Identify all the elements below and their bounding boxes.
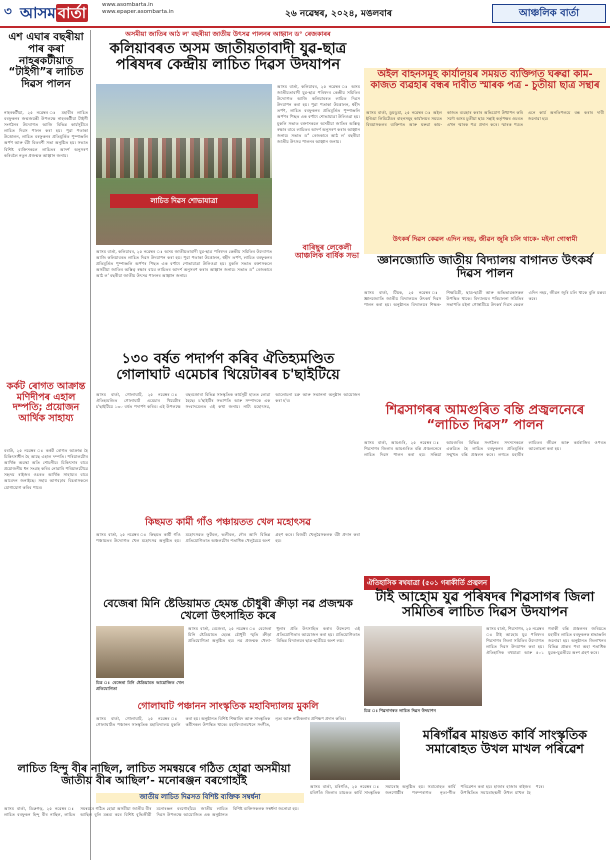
left-headline[interactable]: এশ এঘাৰ বছৰীয়া পাৰ কৰা নাহৰকটীয়াত “টাইগী”ৰ লাচিত দিৱস পালন [8, 31, 84, 90]
stadium-caption: চিত্ৰ ঃ বেজেৰা মিনি ষ্টেডিয়ামত আয়োজিত খেল প্ৰতিযোগিতা [96, 680, 184, 692]
college-headline[interactable]: গোলাঘাট পঞ্চানন সাংস্কৃতিক মহাবিদ্যালয় মুকলি [137, 701, 319, 712]
vidyalaya-headline[interactable]: জ্ঞানজ্যোতি জাতীয় বিদ্যালয় বাগানত উৎকৰ্ষ দিৱস পালন [377, 253, 593, 281]
barjhar-headline[interactable]: বাৰিছুৰ লেকেলী আঞ্চলিক বাৰ্ষিক সভা [294, 243, 360, 261]
main-photo[interactable] [96, 84, 272, 245]
tai-ahom-text: আসম বাৰ্তা, শিৱসাগৰ, ২৫ নৱেম্বৰ ঃ টাই আহোম যুৱ পৰিষদৰ শিৱসাগৰ জিলা সমিতিৰ উদ্যোগত লাচিত দিৱস উদযাপন কৰা হয়। ঐতিহাসিক ৰথযাত্ৰা আৰু ৫০১ গৰাকী বন্তি প্ৰজ্বলনৰ জৰিয়তে মহাবীৰ লাচিত বৰফুকনক শ্ৰদ্ধাঞ্জলি জনোৱা হয়। অনুষ্ঠানত জিলাখনৰ বিভিন্ন প্ৰান্তৰ পৰা অহা শতাধিক যুৱক-যুৱতীয়ে অংশ গ্ৰহণ কৰে। [486, 626, 606, 656]
khel-text: আসম বাৰ্তা, ২৫ নৱেম্বৰ ঃ কিছমত কাৰ্মী গাঁও পঞ্চায়তৰ উদ্যোগত খেল মহোৎসৱ অনুষ্ঠিত হয়। মহোৎসৱত ফুটবল, ভলীবল, দৌৰ আদি বিভিন্ন প্ৰতিযোগিতাত অঞ্চলটোৰ শতাধিক খেলুৱৈয়ে অংশ গ্ৰহণ কৰে। বিজয়ী খেলুৱৈসকলক বঁটা প্ৰদান কৰা হয়। [96, 532, 360, 544]
vidyalaya-text: আসম বাৰ্তা, টিয়ক, ২৫ নৱেম্বৰ ঃ জ্ঞানজ্যোতি জাতীয় বিদ্যালয়ত উৎকৰ্ষ দিৱস পালন কৰা হয়। অনুষ্ঠানত বিদ্যালয়ৰ শিক্ষক-শিক্ষয়িত্ৰী, ছাত্ৰ-ছাত্ৰী আৰু অভিভাৱকসকল উপস্থিত থাকে। বিদ্যালয়ৰ পৰিচালনা সমিতিৰ সভাপতি মইনা গোস্বামীয়ে উৎকৰ্ষ দিৱস কেৱল এদিন নহয়, জীৱন জুৰি চলি থাকে বুলি মন্তব্য কৰে। [364, 290, 606, 308]
college-text: আসম বাৰ্তা, গোলাঘাট, ২৫ নৱেম্বৰ ঃ গোলাঘাটত পঞ্চানন সাংস্কৃতিক মহাবিদ্যালয় মুকলি কৰা হয়। অনুষ্ঠানত বিশিষ্ট শিক্ষাবিদ আৰু সাংস্কৃতিক কৰ্মীসকল উপস্থিত থাকে। মহাবিদ্যালয়খনে সংগীত, নৃত্য আৰু নাট্যকলাৰ প্ৰশিক্ষণ প্ৰদান কৰিব। [96, 716, 346, 728]
newspaper-logo[interactable] [20, 2, 88, 27]
column-rule [90, 30, 91, 860]
issue-date: ২৬ নৱেম্বৰ, ২০২৪, মঙলবাৰ [285, 9, 392, 19]
tai-ahom-kicker: ঐতিহাসিক ৰথযাত্ৰা (৫০১ গৰাকীৰ্তি প্ৰজ্বলন [364, 576, 490, 590]
morigaon-text: আসম বাৰ্তা, মৰিগাঁও, ২৫ নৱেম্বৰ ঃ মৰিগাঁও জিলাৰ মায়ঙত কাৰ্বি সাংস্কৃতিক সমাৰোহ অনুষ্ঠিত হয়। সমাৰোহত কাৰ্বি জনগোষ্ঠীৰ পৰম্পৰাগত নৃত্য-গীত পৰিৱেশন কৰা হয়। হাজাৰ হাজাৰ ৰাইজৰ উপস্থিতিত সমাৰোহস্থলী উখল মাখল হৈ পৰে। [310, 784, 545, 796]
main-headline[interactable]: কলিয়াবৰত অসম জাতীয়তাবাদী যুৱ-ছাত্ৰ পৰিষদৰ কেন্দ্ৰীয় লাচিত দিৱস উদযাপন [109, 41, 347, 74]
stadium-photo[interactable] [96, 626, 184, 678]
website-lines [102, 2, 174, 16]
oil-text: আসম বাৰ্তা, ডুমডুমা, ২৫ নৱেম্বৰ ঃ অইল ইণ্ডিয়া লিমিটেডৰ বাহনসমূহ কাৰ্যালয়ৰ সময়ত বিষয়াসকলৰ ব্যক্তিগত আৰু ঘৰুৱা কাম-কাজত ব্যৱহাৰ কৰাৰ অভিযোগ উত্থাপন কৰি সদৌ অসম চুতীয়া ছাত্ৰ সন্থাই কৰ্তৃপক্ষৰ ওচৰত এখন স্মাৰক পত্ৰ প্ৰদান কৰে। স্মাৰক পত্ৰত এনে কাৰ্য অনতিপলমে বন্ধ কৰাৰ দাবী জনোৱা হয়। [366, 110, 604, 128]
golaghat-text: আসম বাৰ্তা, গোলাঘাট, ২৫ নৱেম্বৰ ঃ ঐতিহ্যমণ্ডিত গোলাঘাট এমেচাৰ থিয়েটাৰ চ'ছাইটিয়ে ১৩০ বৰ্ষত পদাৰ্পণ কৰিব। এই উপলক্ষে বছৰজোৰা বিভিন্ন সাংস্কৃতিক কাৰ্যসূচী হাতত লোৱা হৈছে। চ'ছাইটিৰ সভাপতি আৰু সম্পাদকে এক সংবাদমেলত এই কথা জনায়। নাট্য মহোৎসৱ, আলোচনা চক্ৰ আৰু সন্মাননা অনুষ্ঠান আয়োজন কৰা হ'ব। [96, 392, 360, 410]
lachit-hindu-text: আসম বাৰ্তা, ডিব্ৰুগড়, ২৫ নৱেম্বৰ ঃ লাচিত বৰফুকন হিন্দু বীৰ নাছিল, লাচিত সমন্বয়ৰে গঠিত হোৱা অসমীয়া জাতীয় বীৰ আছিল বুলি মন্তব্য কৰে বিশিষ্ট বুদ্ধিজীৱী মনোৰঞ্জন বৰগোহাঁয়ে। জাতীয় লাচিত দিৱস উপলক্ষে আয়োজিত এক অনুষ্ঠানত বিশিষ্ট ব্যক্তিসকলক সম্বৰ্ধনা জনোৱা হয়। [4, 806, 299, 818]
main-story-text: আসম বাৰ্তা, কলিয়াবৰ, ২৫ নৱেম্বৰ ঃ অসম জাতীয়তাবাদী যুৱ-ছাত্ৰ পৰিষদৰ কেন্দ্ৰীয় সমিতিৰ উদ্যোগত আজি কলিয়াবৰত লাচিত দিৱস উদযাপন কৰা হয়। পুৱা পতাকা উত্তোলন, শ্বহীদ তৰ্পণ, লাচিত বৰফুকনৰ প্ৰতিমূৰ্তিত পুষ্পাঞ্জলি অৰ্পণৰ পিছত এক বৰ্ণাঢ্য শোভাযাত্ৰা উলিওৱা হয়। মুকলি সভাত বক্তাসকলে অসমীয়া জাতিৰ অস্তিত্ব ৰক্ষাৰ বাবে লাচিতৰ আদৰ্শ অনুসৰণ কৰাৰ আহ্বান জনায়। সভাত ড° ৰেজকাৰে আঠ ল' বছৰীয়া জাতীয় উৎসৱ পালনৰ আহ্বান জনায়। [96, 249, 272, 279]
lachit-hindu-kicker: জাতীয় লাচিত দিৱসত বিশিষ্ট ব্যক্তিক সম্বৰ্ধনা [96, 793, 304, 803]
epaper-url[interactable]: www.epaper.asombarta.in [102, 9, 174, 15]
lachit-hindu-headline[interactable]: লাচিত হিন্দু বীৰ নাছিল, লাচিত সমন্বয়ৰে গঠিত হোৱা অসমীয়া জাতীয় বীৰ আছিল’- মনোৰঞ্জন বৰগোহাঁই [17, 762, 291, 788]
procession-banner: লাচিত দিৱস শোভাযাত্ৰা [110, 194, 258, 208]
tai-ahom-photo[interactable] [364, 626, 482, 706]
left-side-text: বৰাউ, ২৫ নৱেম্বৰ ঃ কৰ্কট ৰোগত আক্ৰান্ত হৈ চিকিৎসাধীন হৈ আছে এহাল দম্পতি। পৰিয়ালটোৰ আৰ্থিক অৱস্থা অতি শোচনীয়। চিকিৎসাৰ বাবে প্ৰয়োজনীয় ধন সংগ্ৰহ কৰিব নোৱাৰি পৰিয়ালটোৱে সহৃদয় ৰাইজৰ ওচৰত আৰ্থিক সাহায্যৰ বাবে আবেদন জনাইছে। সহায় আগবঢ়াব বিচৰাসকলে যোগাযোগ কৰিব পাৰে। [4, 448, 88, 490]
tai-ahom-caption: চিত্ৰ ঃ শিৱসাগৰত লাচিত দিৱস উদযাপন [364, 708, 437, 713]
left-side-headline[interactable]: কৰ্কট ৰোগত আক্ৰান্ত মণিদীপৰ এহাল দম্পতি; প্ৰয়োজন আৰ্থিক সাহায্য [6, 381, 86, 424]
stadium-text: আসম বাৰ্তা, বেজেৰা, ২৫ নৱেম্বৰ ঃ বেজেৰা মিনি ষ্টেডিয়ামত হেমন্ত চৌধুৰী স্মৃতি ক্ৰীড়া প্ৰতিযোগিতা অনুষ্ঠিত হয়। নৱ প্ৰজন্মক খেলা-ধূলাৰ প্ৰতি উৎসাহিত কৰাৰ উদ্দেশ্যে এই প্ৰতিযোগিতাৰ আয়োজন কৰা হয়। প্ৰতিযোগিতাত বিভিন্ন বিদ্যালয়ৰ ছাত্ৰ-ছাত্ৰীয়ে অংশ লয়। [188, 626, 360, 644]
stadium-headline[interactable]: বেজেৰা মিনি ষ্টেডিয়ামত হেমন্ত চৌধুৰী ক্ৰীড়া নৱ প্ৰজন্মক খেলো উৎসাহিত কৰে [103, 597, 353, 623]
oil-headline[interactable]: অইল বাহনসমূহ কাৰ্যালয়ৰ সময়ত ব্যক্তিগত ঘৰুৱা কাম-কাজত ব্যৱহাৰ বন্ধৰ দাবীত স্মাৰক পত্ৰ - চুতীয়া ছাত্ৰ সন্থাৰ [370, 69, 600, 91]
section-tab[interactable]: আঞ্চলিক বাৰ্তা [492, 4, 606, 23]
khel-headline[interactable]: কিছমত কাৰ্মী গাঁও পঞ্চায়তত খেল মহোৎসৱ [145, 517, 311, 528]
sivasagar-headline[interactable]: শিৱসাগৰৰ আমগুৰিত বন্তি প্ৰজ্বলনেৰে “লাচিত দিৱস” পালন [385, 403, 585, 433]
morigaon-photo[interactable] [310, 722, 400, 780]
logo-main: আসম [20, 4, 56, 22]
page-number: ৩ [4, 4, 12, 18]
crowd-shape [96, 138, 272, 178]
oil-quote: উৎকৰ্ষ দিৱস কেৱল এদিন নহয়, জীৱন জুৰি চলি থাকে- মইনা গোস্বামী [392, 235, 578, 243]
website-url[interactable]: www.asombarta.in [102, 2, 154, 8]
logo-accent: বাৰ্তা [57, 4, 87, 22]
left-story-text: নাহৰকটীয়া, ২৫ নৱেম্বৰ ঃ মহাবীৰ লাচিত বৰফুকনৰ জন্মজয়ন্তী উপলক্ষে নাহৰকটীয়া টাইগী সংগঠনৰ উদ্যোগত আজি বিভিন্ন কাৰ্যসূচীৰে লাচিত দিৱস পালন কৰা হয়। পুৱা পতাকা উত্তোলন, লাচিত বৰফুকনৰ প্ৰতিমূৰ্তিত পুষ্পাঞ্জলি অৰ্পণ আৰু বঁটা বিতৰণী সভা অনুষ্ঠিত হয়। সভাত বিশিষ্ট ব্যক্তিসকলে লাচিতৰ আদৰ্শ অনুসৰণ কৰিবলৈ নতুন প্ৰজন্মক আহ্বান জনায়। [4, 110, 88, 158]
main-story-text-col2: আসম বাৰ্তা, কলিয়াবৰ, ২৫ নৱেম্বৰ ঃ অসম জাতীয়তাবাদী যুৱ-ছাত্ৰ পৰিষদৰ কেন্দ্ৰীয় সমিতিৰ উদ্যোগত আজি কলিয়াবৰত লাচিত দিৱস উদযাপন কৰা হয়। পুৱা পতাকা উত্তোলন, শ্বহীদ তৰ্পণ, লাচিত বৰফুকনৰ প্ৰতিমূৰ্তিত পুষ্পাঞ্জলি অৰ্পণৰ পিছত এক বৰ্ণাঢ্য শোভাযাত্ৰা উলিওৱা হয়। মুকলি সভাত বক্তাসকলে অসমীয়া জাতিৰ অস্তিত্ব ৰক্ষাৰ বাবে লাচিতৰ আদৰ্শ অনুসৰণ কৰাৰ আহ্বান জনায়। সভাত ড° ৰেজকাৰে আঠ ল' বছৰীয়া জাতীয় উৎসৱ পালনৰ আহ্বান জনায়। [277, 84, 360, 144]
morigaon-headline[interactable]: মৰিগাঁৱৰ মায়ঙত কাৰ্বি সাংস্কৃতিক সমাৰোহত উখল মাখল পৰিৱেশ [422, 727, 588, 756]
sivasagar-text: আসম বাৰ্তা, আমগুৰি, ২৫ নৱেম্বৰ ঃ শিৱসাগৰ জিলাৰ আমগুৰিত বন্তি প্ৰজ্বলনেৰে লাচিত দিৱস পালন কৰা হয়। সন্ধিয়া আমগুৰিৰ বিভিন্ন সংগঠনৰ সদস্যসকলে একত্ৰিত হৈ লাচিত বৰফুকনৰ প্ৰতিমূৰ্তিৰ সন্মুখত বন্তি প্ৰজ্বলন কৰে। লগতে মহাবীৰ লাচিতৰ জীৱন আৰু কৰ্মৰাজিৰ ওপৰত আলোচনা কৰা হয়। [364, 440, 606, 458]
golaghat-headline[interactable]: ১৩০ বৰ্ষত পদাৰ্পণ কৰিব ঐতিহ্যমণ্ডিত গোলাঘাট এমেচাৰ থিয়েটাৰৰ চ'ছাইটিয়ে [116, 351, 340, 383]
tai-ahom-headline[interactable]: টাই আহোম যুৱ পৰিষদৰ শিৱসাগৰ জিলা সমিতিৰ লাচিত দিৱস উদযাপন [375, 589, 595, 621]
main-kicker: অসমীয়া জাতিৰ আঠ ল' বছৰীয়া জাতীয় উৎসৱ পালনৰ আহ্বান ড° ৰেজকাৰৰ [125, 30, 331, 38]
